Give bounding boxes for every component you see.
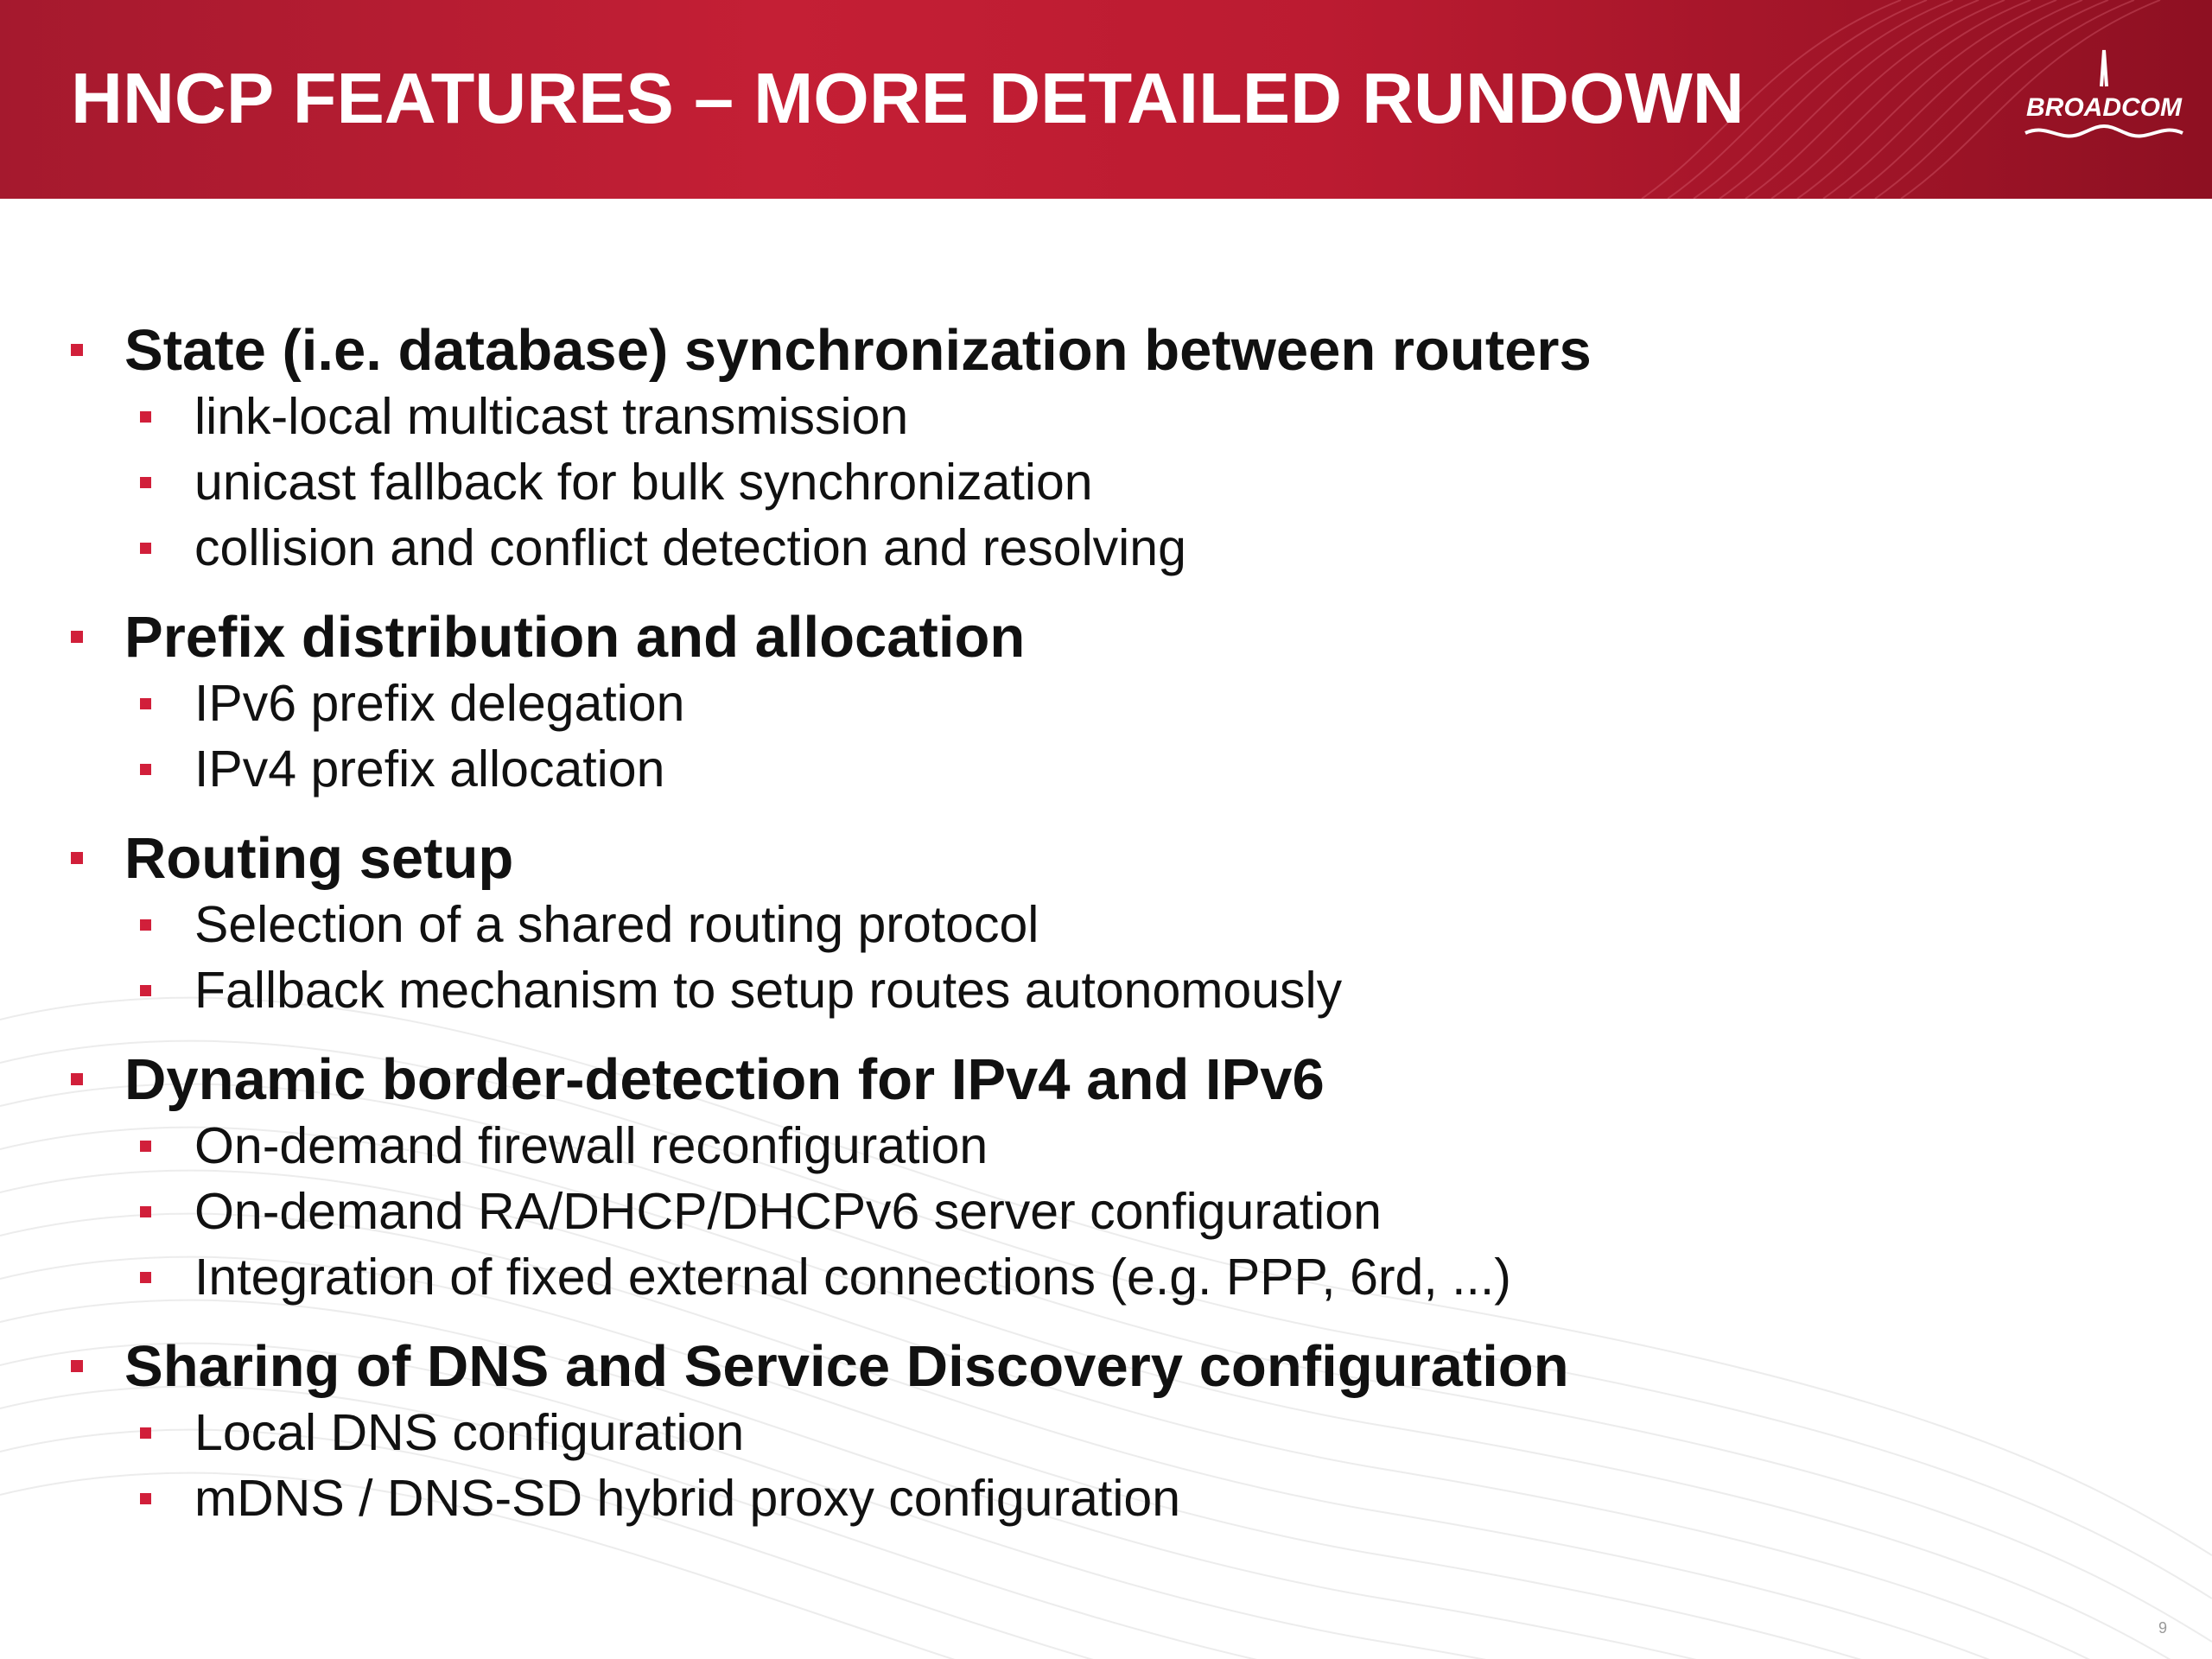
list-item: On-demand RA/DHCP/DHCPv6 server configuration (194, 1183, 1382, 1240)
level1-bullet (71, 603, 2058, 671)
bullet-square-icon (140, 985, 151, 996)
section-routing (71, 824, 2058, 1023)
list-item: Local DNS configuration (194, 1404, 745, 1461)
bullet-square-icon (140, 919, 151, 931)
bullet-square-icon (140, 411, 151, 423)
section-prefix (71, 603, 2058, 802)
bullet-square-icon (140, 477, 151, 488)
section-heading: Routing setup (124, 825, 514, 891)
bullet-square-icon (140, 543, 151, 554)
level2-bullet (71, 892, 2058, 957)
level1-bullet (71, 316, 2058, 384)
slide-title: HNCP FEATURES – MORE DETAILED RUNDOWN (71, 58, 1745, 138)
section-heading: State (i.e. database) synchronization between routers (124, 317, 1592, 383)
bullet-square-icon (71, 852, 83, 864)
level2-bullet (71, 1465, 2058, 1531)
level1-bullet (71, 1046, 2058, 1113)
level2-bullet (71, 957, 2058, 1023)
broadcom-logo (2022, 43, 2186, 156)
bullet-square-icon (71, 344, 83, 356)
section-dns (71, 1332, 2058, 1531)
level2-bullet (71, 515, 2058, 581)
list-item: Fallback mechanism to setup routes autonomously (194, 962, 1343, 1019)
section-heading: Sharing of DNS and Service Discovery configuration (124, 1333, 1569, 1399)
section-state-sync (71, 316, 2058, 581)
level2-bullet (71, 1179, 2058, 1244)
level2-bullet (71, 1244, 2058, 1310)
list-item: link-local multicast transmission (194, 388, 909, 445)
page-number: 9 (2158, 1619, 2168, 1637)
section-border-detection (71, 1046, 2058, 1310)
level2-bullet (71, 384, 2058, 449)
level2-bullet (71, 671, 2058, 736)
bullet-square-icon (71, 1073, 83, 1085)
bullet-square-icon (71, 631, 83, 643)
level2-bullet (71, 1113, 2058, 1179)
level2-bullet (71, 449, 2058, 515)
section-heading: Prefix distribution and allocation (124, 604, 1026, 670)
list-item: mDNS / DNS-SD hybrid proxy configuration (194, 1470, 1181, 1527)
list-item: IPv6 prefix delegation (194, 675, 685, 732)
bullet-square-icon (140, 1206, 151, 1217)
bullet-list (71, 316, 2058, 1531)
level2-bullet (71, 736, 2058, 802)
logo-wordmark: BROADCOM (2026, 93, 2182, 122)
bullet-square-icon (140, 698, 151, 709)
slide-header-banner (0, 0, 2212, 199)
list-item: On-demand firewall reconfiguration (194, 1117, 988, 1174)
list-item: Selection of a shared routing protocol (194, 896, 1039, 953)
list-item: Integration of fixed external connections (e.g. PPP, 6rd, ...) (194, 1249, 1511, 1306)
section-heading: Dynamic border-detection for IPv4 and IPv6 (124, 1046, 1325, 1112)
bullet-square-icon (140, 1427, 151, 1439)
bullet-square-icon (140, 1493, 151, 1504)
list-item: collision and conflict detection and resolving (194, 519, 1186, 576)
level2-bullet (71, 1400, 2058, 1465)
bullet-square-icon (71, 1360, 83, 1372)
bullet-square-icon (140, 764, 151, 775)
level1-bullet (71, 1332, 2058, 1400)
list-item: unicast fallback for bulk synchronization (194, 454, 1093, 511)
level1-bullet (71, 824, 2058, 892)
bullet-square-icon (140, 1272, 151, 1283)
list-item: IPv4 prefix allocation (194, 741, 665, 798)
bullet-square-icon (140, 1141, 151, 1152)
